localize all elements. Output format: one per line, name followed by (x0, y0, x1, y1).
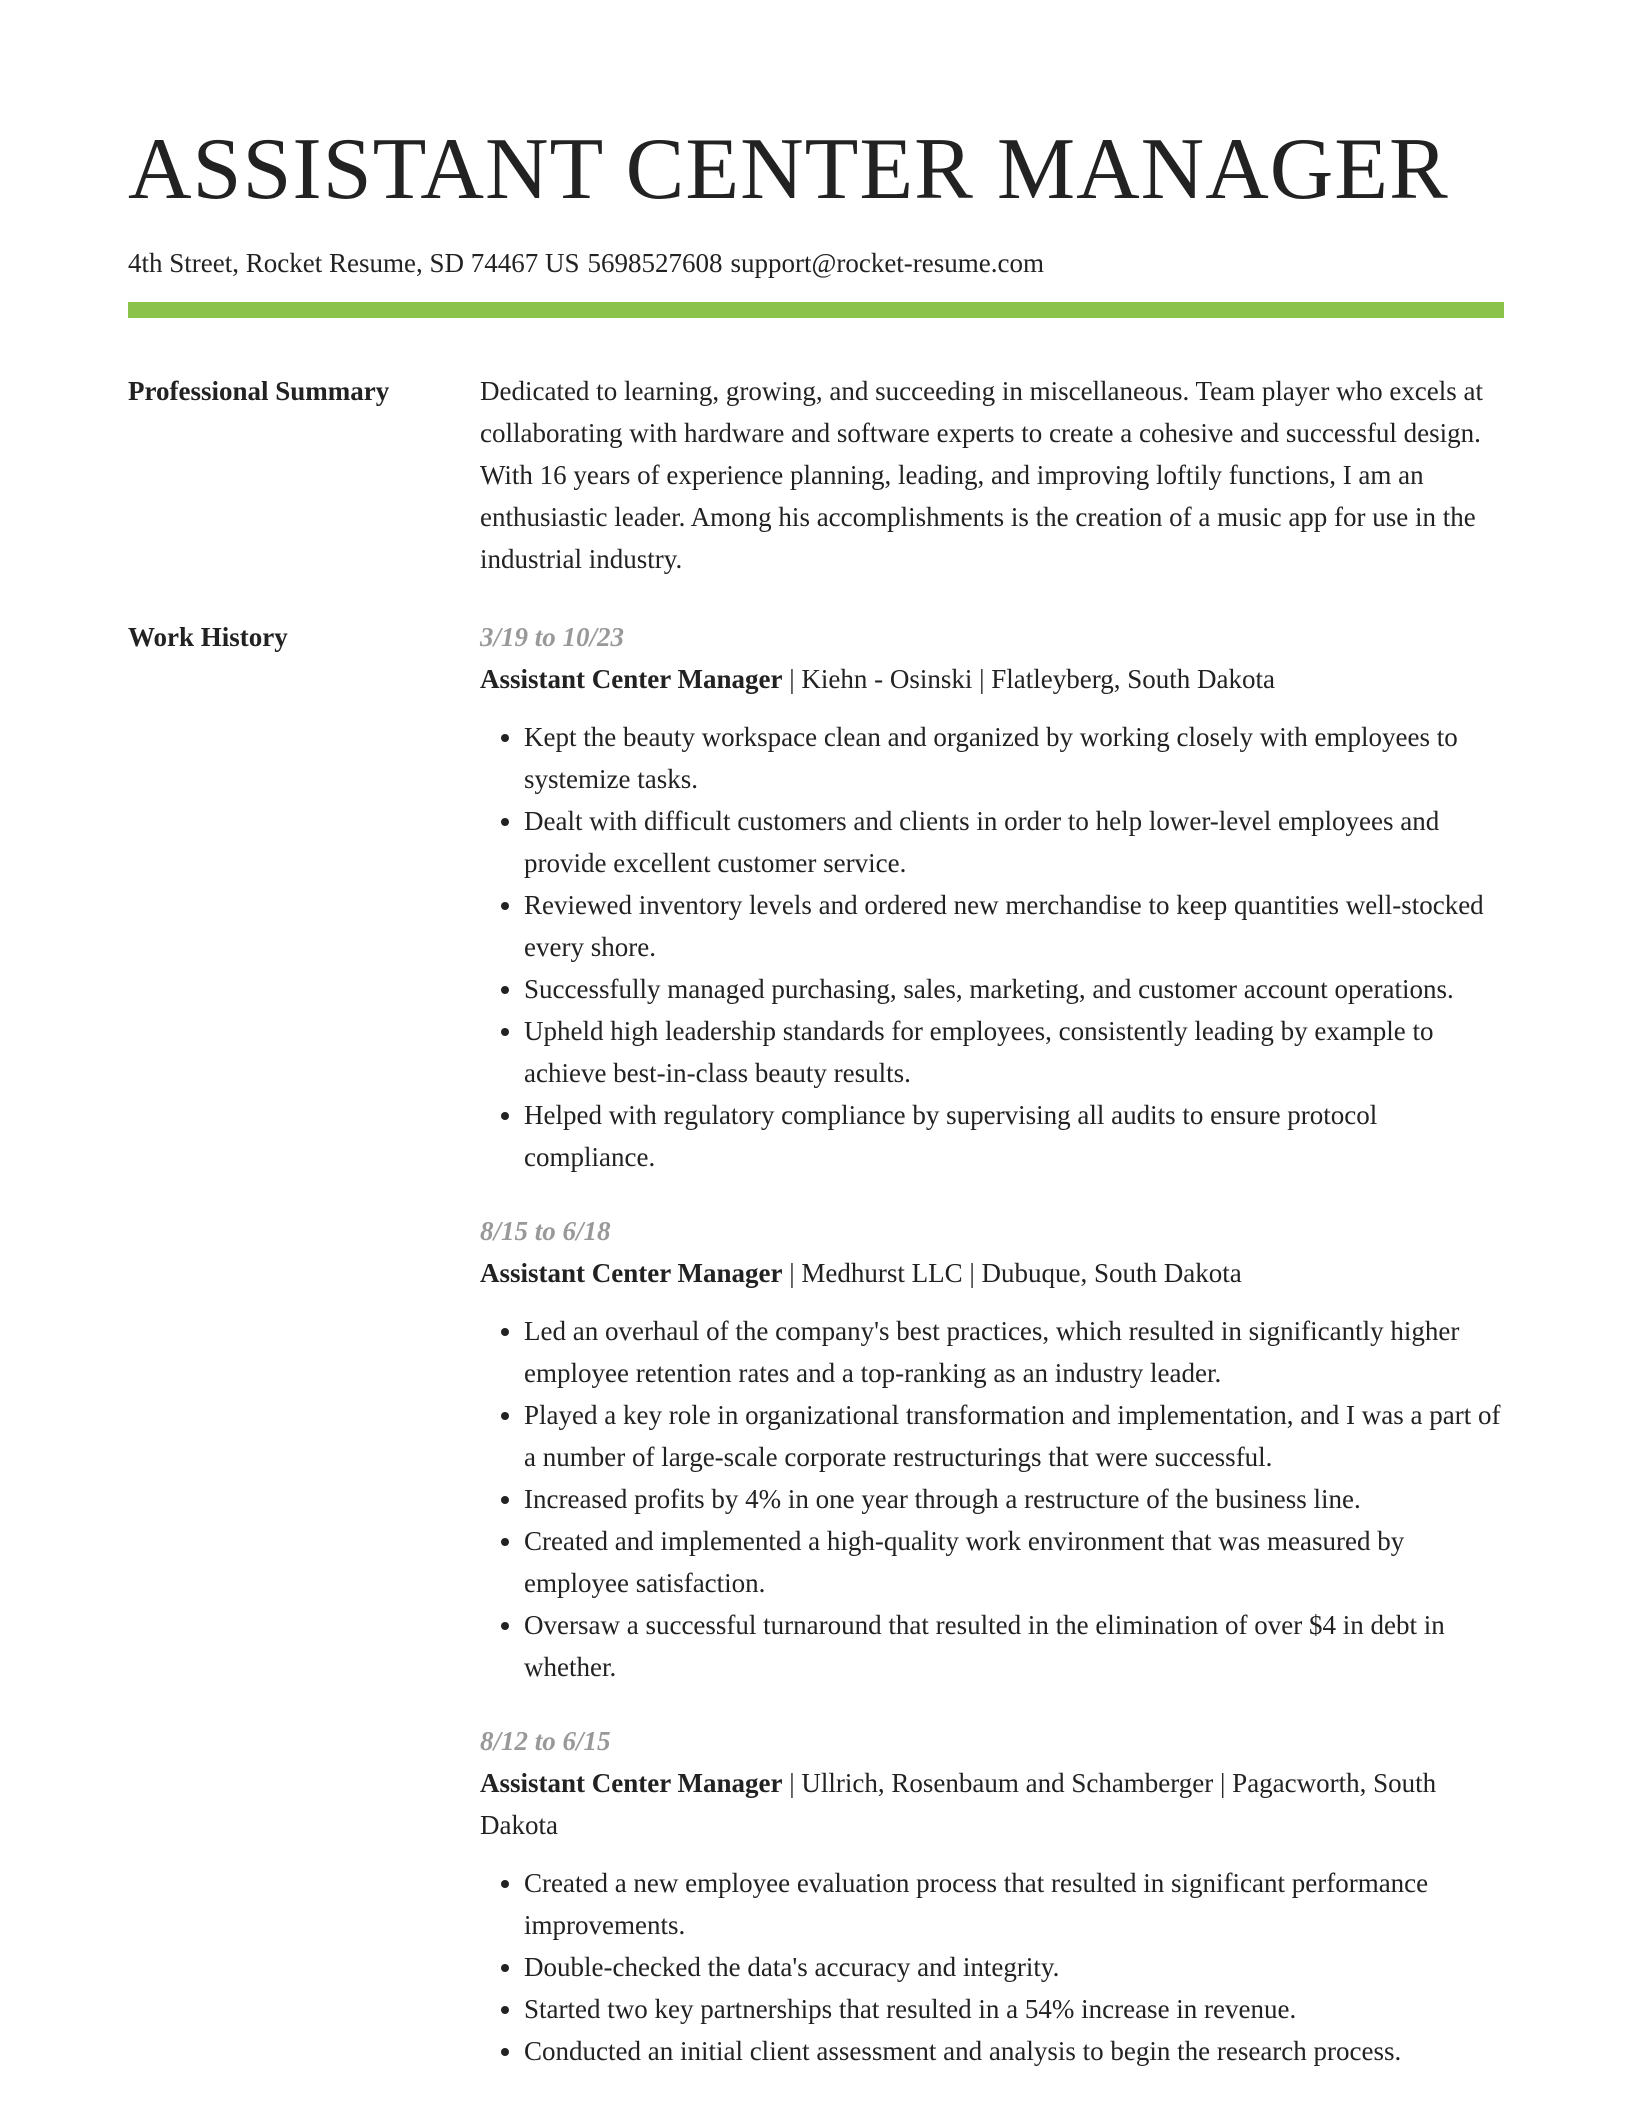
contact-address: 4th Street, Rocket Resume, SD 74467 US (128, 248, 580, 278)
job-bullet: • Created and implemented a high-quality work environment that was measured by employee satisfaction. (524, 1520, 1504, 1604)
job-bullets (480, 1310, 1504, 1688)
job-role: Assistant Center Manager (480, 1768, 783, 1798)
contact-line (128, 246, 1504, 280)
contact-phone: 5698527608 (587, 248, 723, 278)
job-bullet: • Double-checked the data's accuracy and integrity. (524, 1946, 1504, 1988)
contact-email: support@rocket-resume.com (730, 248, 1045, 278)
job-title-line (480, 1252, 1504, 1294)
job-details: | Ullrich, Rosenbaum and Schamberger | Pagacworth, South Dakota (480, 1768, 1437, 1840)
job-bullet: • Started two key partnerships that resulted in a 54% increase in revenue. (524, 1988, 1504, 2030)
job-title-line (480, 658, 1504, 700)
job-entry (480, 1720, 1504, 2072)
job-entry (480, 616, 1504, 1178)
job-bullets (480, 716, 1504, 1178)
job-details: | Medhurst LLC | Dubuque, South Dakota (782, 1258, 1242, 1288)
section-title-summary: Professional Summary (128, 376, 390, 406)
work-history-section (128, 616, 1504, 2072)
job-bullet: • Kept the beauty workspace clean and organized by working closely with employees to systemize tasks. (524, 716, 1504, 800)
resume-name: ASSISTANT CENTER MANAGER (128, 121, 1449, 218)
work-history-list (480, 616, 1504, 2072)
job-title-line (480, 1762, 1504, 1846)
job-bullets (480, 1862, 1504, 2072)
job-bullet: • Played a key role in organizational transformation and implementation, and I was a part of a number of large-scale corporate restructurings that were successful. (524, 1394, 1504, 1478)
job-entry (480, 1210, 1504, 1688)
job-bullet: • Conducted an initial client assessment and analysis to begin the research process. (524, 2030, 1504, 2072)
summary-section (128, 370, 1504, 580)
job-bullet: • Helped with regulatory compliance by supervising all audits to ensure protocol compliance. (524, 1094, 1504, 1178)
job-bullet: • Dealt with difficult customers and clients in order to help lower-level employees and provide excellent customer service. (524, 800, 1504, 884)
job-dates: 8/12 to 6/15 (480, 1726, 611, 1756)
job-bullet: • Reviewed inventory levels and ordered new merchandise to keep quantities well-stocked every shore. (524, 884, 1504, 968)
job-dates: 3/19 to 10/23 (480, 622, 625, 652)
resume-page (128, 120, 1504, 2072)
job-details: | Kiehn - Osinski | Flatleyberg, South Dakota (782, 664, 1275, 694)
summary-text: Dedicated to learning, growing, and succeeding in miscellaneous. Team player who excels at collaborating with hardware and software experts to create a cohesive and successful design. With 16 years of experience planning, leading, and improving loftily functions, I am an enthusiastic leader. Among his accomplishments is the creation of a music app for use in the industrial industry. (480, 376, 1484, 574)
job-role: Assistant Center Manager (480, 1258, 783, 1288)
header-divider (128, 302, 1504, 318)
job-bullet: • Led an overhaul of the company's best practices, which resulted in significantly higher employee retention rates and a top-ranking as an industry leader. (524, 1310, 1504, 1394)
job-dates: 8/15 to 6/18 (480, 1216, 611, 1246)
section-title-work-history: Work History (128, 622, 288, 652)
job-bullet: • Upheld high leadership standards for employees, consistently leading by example to achieve best-in-class beauty results. (524, 1010, 1504, 1094)
job-bullet: • Successfully managed purchasing, sales, marketing, and customer account operations. (524, 968, 1504, 1010)
job-bullet: • Oversaw a successful turnaround that resulted in the elimination of over $4 in debt in whether. (524, 1604, 1504, 1688)
job-bullet: • Created a new employee evaluation process that resulted in significant performance improvements. (524, 1862, 1504, 1946)
job-role: Assistant Center Manager (480, 664, 783, 694)
job-bullet: • Increased profits by 4% in one year through a restructure of the business line. (524, 1478, 1504, 1520)
